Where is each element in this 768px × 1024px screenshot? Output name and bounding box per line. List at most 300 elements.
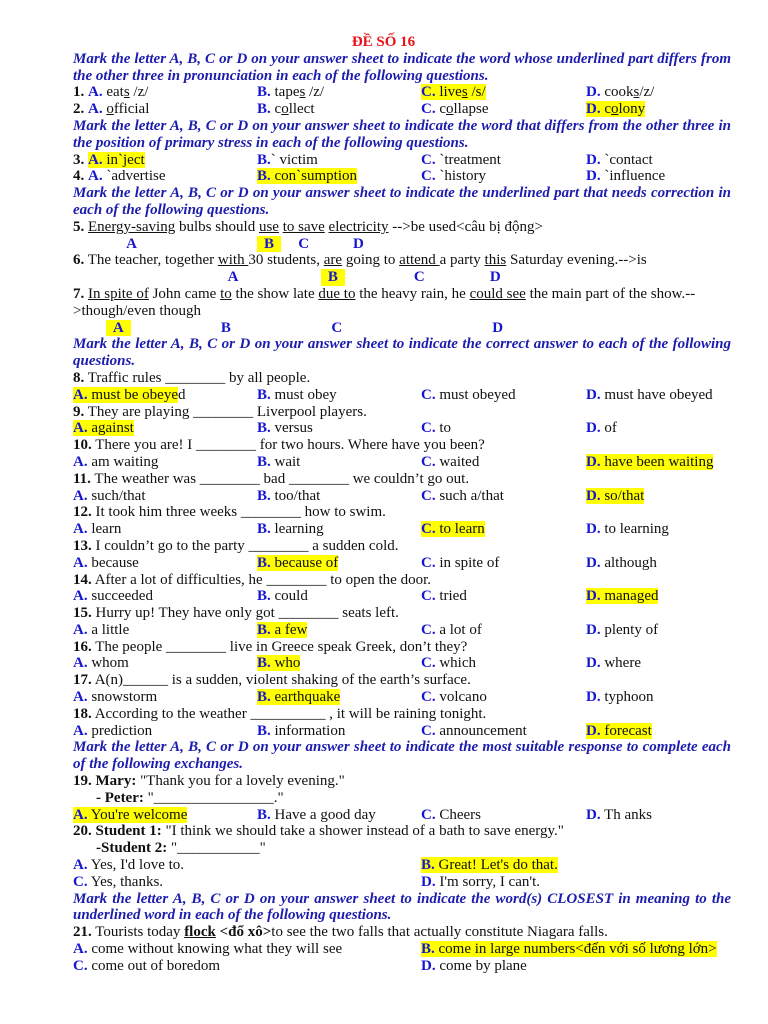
question-stem <box>73 924 731 941</box>
option-a <box>73 488 146 504</box>
option-cell <box>421 723 586 740</box>
text-run: Hurry up! They have only got ________ seats left. <box>95 605 399 622</box>
question-stem-continued <box>73 840 731 857</box>
option-c <box>421 521 485 537</box>
option-d <box>421 958 527 974</box>
text-run: /s/ <box>467 84 486 101</box>
options-row <box>73 857 731 874</box>
option-letter: A. <box>73 689 88 706</box>
answer-letter-c: C <box>331 319 343 336</box>
option-letter: B. <box>257 588 271 605</box>
underlined-text: due to <box>318 285 356 302</box>
option-cell <box>421 655 586 672</box>
answer-letter-d: D <box>492 319 504 336</box>
option-a <box>88 168 165 184</box>
options-row <box>73 84 731 101</box>
option-cell <box>421 555 586 572</box>
option-letter: C. <box>421 168 436 185</box>
option-b <box>257 521 324 537</box>
option-cell <box>73 941 421 958</box>
option-letter: D. <box>586 806 601 823</box>
question-number: 3. <box>73 151 85 168</box>
option-letter: B. <box>257 521 271 538</box>
question-stem <box>73 605 731 622</box>
text-run: to see the two falls that actually constitute Niagara falls. <box>271 924 608 941</box>
text-run: live <box>435 84 462 101</box>
option-b <box>257 454 300 470</box>
option-letter: C. <box>421 386 436 403</box>
option-d <box>586 807 652 823</box>
option-letter: B. <box>257 487 271 504</box>
option-cell <box>421 622 586 639</box>
option-letter: D. <box>586 453 601 470</box>
option-letter: B. <box>257 655 271 672</box>
option-d <box>586 723 652 739</box>
option-cell <box>73 874 421 891</box>
option-cell <box>586 168 731 185</box>
question-2 <box>73 101 731 118</box>
option-c <box>421 723 527 739</box>
text-run: bulbs should <box>175 218 259 235</box>
options-row <box>73 958 731 975</box>
option-cell <box>257 807 421 824</box>
option-d <box>586 689 654 705</box>
option-c <box>421 622 482 638</box>
option-cell <box>73 387 257 404</box>
options-row <box>73 689 731 706</box>
section-instruction: Mark the letter A, B, C or D on your answer sheet to indicate the word whose underlined part differs from the other three in pronunciation in each of the following questions. <box>73 50 731 84</box>
question-21 <box>73 924 731 974</box>
option-letter: C. <box>421 420 436 437</box>
question-stem <box>73 286 731 320</box>
options-row <box>73 101 731 118</box>
question-20 <box>73 823 731 890</box>
text-run: which <box>435 655 477 672</box>
option-cell <box>257 555 421 572</box>
option-letter: A. <box>73 554 88 571</box>
question-number: 9. <box>73 403 85 420</box>
option-letter: D. <box>586 84 601 101</box>
text-run: tried <box>435 588 467 605</box>
option-cell <box>73 655 257 672</box>
question-number: 2. <box>73 101 85 118</box>
options-row <box>73 874 731 891</box>
option-letter: B. <box>257 386 271 403</box>
option-cell <box>73 807 257 824</box>
text-run: managed <box>600 588 659 605</box>
text-run: tape <box>270 84 300 101</box>
underlined-text: o <box>281 101 289 118</box>
options-row <box>73 555 731 572</box>
text-run: `advertise <box>102 168 166 185</box>
option-cell <box>586 521 731 538</box>
text-run: After a lot of difficulties, he ________ to open the door. <box>94 571 432 588</box>
text-run: where <box>600 655 641 672</box>
option-a <box>73 387 186 403</box>
options-row <box>73 941 731 958</box>
text-run: because <box>87 554 139 571</box>
option-c <box>421 454 479 470</box>
question-6 <box>73 252 731 286</box>
question-number: 13. <box>73 537 92 554</box>
option-letter: D. <box>586 722 601 739</box>
underlined-text: this <box>484 252 507 269</box>
question-5 <box>73 219 731 253</box>
question-stem <box>73 706 731 723</box>
option-cell <box>73 488 257 505</box>
text-run: such a/that <box>435 487 504 504</box>
question-number: 8. <box>73 369 85 386</box>
text-run: fficial <box>113 101 150 118</box>
option-letter: C. <box>421 554 436 571</box>
option-letter: A. <box>73 857 88 874</box>
options-row <box>73 723 731 740</box>
answer-letter-c: C <box>298 235 310 252</box>
option-c <box>421 84 486 100</box>
option-c <box>421 168 486 184</box>
option-cell <box>257 689 421 706</box>
text-run: /z/ <box>129 84 149 101</box>
option-letter: A. <box>73 386 88 403</box>
option-letter: A. <box>73 722 88 739</box>
text-run: come by plane <box>435 957 527 974</box>
option-cell <box>73 857 421 874</box>
option-a <box>73 420 134 436</box>
underlined-text: s <box>123 84 130 101</box>
option-letter: C. <box>421 453 436 470</box>
question-3 <box>73 152 731 169</box>
option-cell <box>421 101 586 118</box>
option-letter: D. <box>586 621 601 638</box>
text-run: "________________." <box>143 789 284 806</box>
option-letter: D. <box>586 168 601 185</box>
text-run: `contact <box>600 151 653 168</box>
option-cell <box>73 588 257 605</box>
option-cell <box>73 84 257 101</box>
option-cell <box>257 521 421 538</box>
option-letter: D. <box>586 655 601 672</box>
option-letter: C. <box>421 588 436 605</box>
option-d <box>586 168 665 184</box>
question-9 <box>73 404 731 438</box>
question-number: 21. <box>73 924 92 941</box>
option-cell <box>421 84 586 101</box>
text-run: They are playing ________ Liverpool players. <box>87 403 367 420</box>
answer-letter-a: A <box>126 235 137 252</box>
question-stem <box>73 538 731 555</box>
question-stem <box>73 773 731 790</box>
option-a <box>73 941 342 957</box>
option-b <box>421 941 717 957</box>
option-letter: A. <box>73 521 88 538</box>
text-run: llect <box>288 101 315 118</box>
question-number: 12. <box>73 504 92 521</box>
text-run: eat <box>102 84 124 101</box>
section-instruction: Mark the letter A, B, C or D on your answer sheet to indicate the correct answer to each of the following questions. <box>73 336 731 370</box>
option-letter: B. <box>257 453 271 470</box>
option-letter: A. <box>73 621 88 638</box>
text-run: John came <box>148 285 221 302</box>
option-cell <box>73 521 257 538</box>
text-run: must be obeye <box>87 386 178 403</box>
option-c <box>421 655 476 671</box>
question-number: 15. <box>73 605 92 622</box>
text-run: a party <box>439 252 485 269</box>
text-run: waited <box>435 453 480 470</box>
underlined-text: attend <box>399 252 440 269</box>
answer-letters-row <box>73 320 731 337</box>
option-c <box>421 689 487 705</box>
option-cell <box>421 588 586 605</box>
option-cell <box>421 168 586 185</box>
option-cell <box>73 723 257 740</box>
question-1 <box>73 84 731 101</box>
text-run: against <box>87 420 134 437</box>
option-letter: D. <box>586 554 601 571</box>
option-letter: B. <box>257 621 271 638</box>
option-letter: B. <box>421 857 435 874</box>
text-run: Saturday evening.-->is <box>506 252 647 269</box>
option-b <box>257 84 324 100</box>
option-letter: B. <box>257 151 271 168</box>
text-run: I couldn’t go to the party ________ a sudden cold. <box>95 537 399 554</box>
option-cell <box>586 420 731 437</box>
underlined-text: s <box>633 84 640 101</box>
text-run: Th anks <box>600 806 652 823</box>
text-run: could <box>270 588 308 605</box>
question-number: 5. <box>73 218 85 235</box>
option-cell <box>586 454 731 471</box>
option-cell <box>257 101 421 118</box>
option-d <box>586 622 658 638</box>
option-letter: C. <box>421 151 436 168</box>
question-stem <box>73 639 731 656</box>
option-letter: B. <box>257 806 271 823</box>
question-stem <box>73 471 731 488</box>
section-instruction: Mark the letter A, B, C or D on your answer sheet to indicate the word that differs from the other three in the position of primary stress in each of the following questions. <box>73 117 731 151</box>
underlined-text: In spite of <box>88 285 149 302</box>
underlined-text: Energy-saving <box>88 218 176 235</box>
text-run: Yes, I'd love to. <box>87 857 185 874</box>
text-run: must obeyed <box>435 386 516 403</box>
text-run: Great! Let's do that. <box>434 857 558 874</box>
text-run: the main part of the show.-->though/even though <box>73 285 696 319</box>
text-run: It took him three weeks ________ how to swim. <box>95 504 386 521</box>
text-run: ` victim <box>270 151 318 168</box>
text-run: the show late <box>231 285 319 302</box>
option-c <box>421 387 516 403</box>
section-instruction: Mark the letter A, B, C or D on your answer sheet to indicate the most suitable response to complete each of the following exchanges. <box>73 739 731 773</box>
option-letter: A. <box>73 941 88 958</box>
text-run: Have a good day <box>270 806 376 823</box>
option-cell <box>421 488 586 505</box>
question-12 <box>73 504 731 538</box>
option-cell <box>73 689 257 706</box>
option-letter: D. <box>586 101 601 118</box>
option-b <box>257 152 318 168</box>
text-run: because of <box>270 554 339 571</box>
option-a <box>73 555 139 571</box>
options-row <box>73 168 731 185</box>
option-c <box>73 958 220 974</box>
underlined-text: to <box>220 285 232 302</box>
text-run: must obey <box>270 386 337 403</box>
option-letter: A. <box>73 588 88 605</box>
text-run: Yes, thanks. <box>87 873 164 890</box>
text-run: Tourists today <box>95 924 185 941</box>
text-run: of <box>600 420 617 437</box>
text-run: in spite of <box>435 554 500 571</box>
question-stem <box>73 823 731 840</box>
option-c <box>421 555 499 571</box>
option-cell <box>421 874 731 891</box>
question-11 <box>73 471 731 505</box>
option-cell <box>257 420 421 437</box>
option-cell <box>421 857 731 874</box>
option-cell <box>586 555 731 572</box>
option-b <box>257 723 345 739</box>
option-b <box>421 857 558 873</box>
option-cell <box>586 84 731 101</box>
option-cell <box>73 168 257 185</box>
text-run: "I think we should take a shower instead of a bath to save energy." <box>161 823 564 840</box>
question-19 <box>73 773 731 823</box>
text-run: learning <box>270 521 324 538</box>
option-b <box>257 689 340 705</box>
text-run: in`ject <box>102 151 145 168</box>
text-run: You're welcome <box>87 806 188 823</box>
text-run: con`sumption <box>270 168 358 185</box>
text-run: a few <box>270 621 308 638</box>
text-run: snowstorm <box>87 689 158 706</box>
underlined-text: with <box>217 252 249 269</box>
option-b <box>257 168 357 184</box>
option-cell <box>586 588 731 605</box>
exam-title: ĐỀ SỐ 16 <box>351 34 416 50</box>
option-cell <box>257 152 421 169</box>
option-cell <box>73 958 421 975</box>
question-13 <box>73 538 731 572</box>
option-letter: A. <box>73 806 88 823</box>
text-run: There you are! I ________ for two hours. Where have you been? <box>95 437 485 454</box>
question-stem <box>73 504 731 521</box>
option-a <box>73 689 157 705</box>
text-run: come without knowing what they will see <box>87 941 343 958</box>
text-run: whom <box>87 655 129 672</box>
text-run: must have obeyed <box>600 386 713 403</box>
text-run: volcano <box>435 689 487 706</box>
option-letter: D. <box>586 487 601 504</box>
option-d <box>586 454 713 470</box>
option-cell <box>586 152 731 169</box>
option-b <box>257 101 315 117</box>
question-number: 4. <box>73 168 85 185</box>
text-run: c <box>435 101 447 118</box>
option-letter: D. <box>586 521 601 538</box>
option-a <box>73 655 129 671</box>
text-run: -->be used<câu bị động> <box>388 218 544 235</box>
text-run: come out of boredom <box>87 957 221 974</box>
option-cell <box>73 622 257 639</box>
question-stem <box>73 370 731 387</box>
question-8 <box>73 370 731 404</box>
option-letter: D. <box>586 151 601 168</box>
option-d <box>586 152 653 168</box>
question-16 <box>73 639 731 673</box>
option-cell <box>257 168 421 185</box>
option-letter: B. <box>421 941 435 958</box>
question-stem <box>73 219 731 236</box>
question-stem <box>73 672 731 689</box>
option-letter: C. <box>421 655 436 672</box>
option-cell <box>73 152 257 169</box>
option-d <box>586 521 669 537</box>
option-cell <box>421 958 731 975</box>
option-cell <box>73 101 257 118</box>
option-letter: C. <box>421 621 436 638</box>
option-cell <box>421 152 586 169</box>
underlined-text: could see <box>469 285 526 302</box>
option-cell <box>73 555 257 572</box>
option-cell <box>257 387 421 404</box>
underlined-text: flock <box>184 924 216 941</box>
option-cell <box>421 454 586 471</box>
text-run: announcement <box>435 722 527 739</box>
question-number: 16. <box>73 638 92 655</box>
text-run: versus <box>270 420 313 437</box>
option-c <box>421 152 501 168</box>
option-letter: C. <box>73 957 88 974</box>
question-stem <box>73 252 731 269</box>
question-number: 1. <box>73 84 85 101</box>
question-number: 6. <box>73 252 85 269</box>
text-run: `influence <box>600 168 666 185</box>
text-run: who <box>270 655 301 672</box>
option-letter: A. <box>88 168 103 185</box>
option-cell <box>586 807 731 824</box>
text-run: cook <box>600 84 634 101</box>
option-letter: D. <box>586 588 601 605</box>
options-row <box>73 521 731 538</box>
options-row <box>73 655 731 672</box>
option-a <box>73 622 129 638</box>
text-run: learn <box>87 521 122 538</box>
section-instruction: Mark the letter A, B, C or D on your answer sheet to indicate the word(s) CLOSEST in meaning to the underlined word in each of the following questions. <box>73 890 731 924</box>
option-c <box>421 488 504 504</box>
text-run: to learning <box>600 521 669 538</box>
option-letter: C. <box>421 84 436 101</box>
option-letter: C. <box>421 806 436 823</box>
option-letter: B. <box>257 689 271 706</box>
text-run: According to the weather __________ , it will be raining tonight. <box>94 705 487 722</box>
text-run: c <box>270 101 282 118</box>
option-b <box>257 588 308 604</box>
underlined-text: s <box>461 84 468 101</box>
option-d <box>586 588 658 604</box>
option-letter: B. <box>257 168 271 185</box>
option-a <box>73 857 184 873</box>
option-letter: C. <box>421 101 436 118</box>
option-cell <box>586 387 731 404</box>
text-run: llapse <box>453 101 489 118</box>
answer-letter-a: A <box>106 320 131 337</box>
option-cell <box>257 655 421 672</box>
option-letter: A. <box>73 655 88 672</box>
option-c <box>421 101 489 117</box>
question-stem-continued <box>73 790 731 807</box>
option-cell <box>421 807 586 824</box>
text-run: plenty of <box>600 621 659 638</box>
